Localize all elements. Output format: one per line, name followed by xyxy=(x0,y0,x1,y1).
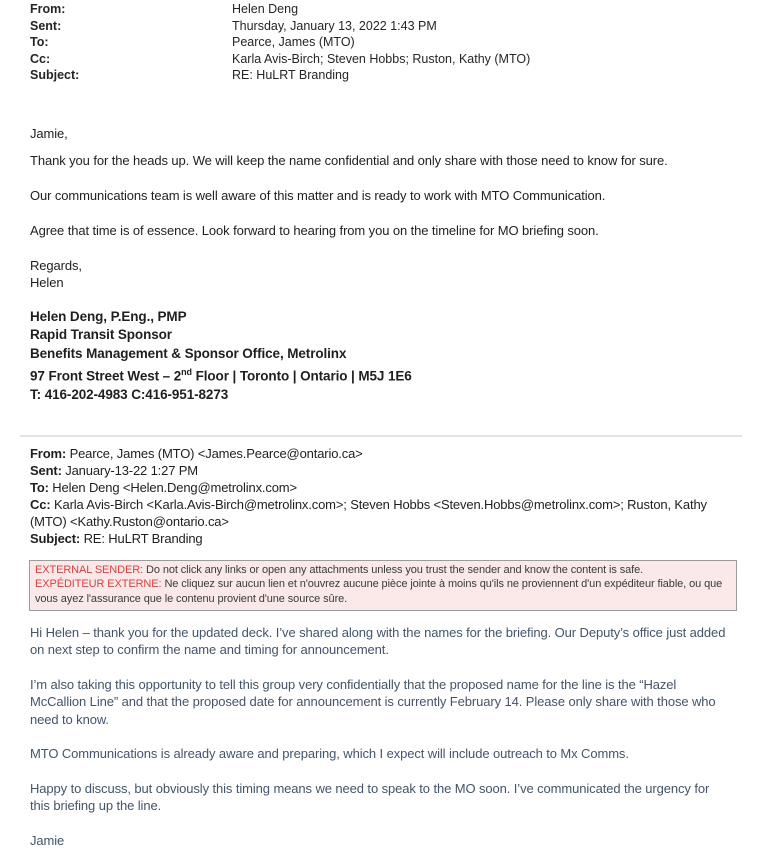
from-value: Pearce, James (MTO) <James.Pearce@ontario.ca> xyxy=(69,445,363,461)
reply-email-body xyxy=(30,125,730,291)
closing-line: Regards, xyxy=(30,257,82,273)
body-paragraph: MTO Communications is already aware and preparing, which I expect will include outreach to Mx Comms. xyxy=(30,746,629,762)
external-sender-warning xyxy=(29,560,737,611)
reply-email-header xyxy=(30,1,730,84)
signature-title: Rapid Transit Sponsor xyxy=(30,327,172,343)
cc-value: Karla Avis-Birch; Steven Hobbs; Ruston, Kathy (MTO) xyxy=(232,51,531,66)
signature-block xyxy=(30,308,730,405)
warning-label-fr: EXPÉDITEUR EXTERNE: xyxy=(35,578,162,591)
header-row-to xyxy=(30,479,730,496)
sent-value: January-13-22 1:27 PM xyxy=(65,462,198,478)
address-pre: 97 Front Street West – 2 xyxy=(30,368,182,384)
signature-department: Benefits Management & Sponsor Office, Metrolinx xyxy=(30,345,347,361)
from-value: Helen Deng xyxy=(232,2,299,16)
header-row-cc xyxy=(30,51,730,68)
original-email-header xyxy=(30,445,730,547)
to-label: To: xyxy=(30,479,49,495)
header-row-subject xyxy=(30,530,730,547)
header-row-sent xyxy=(30,462,730,479)
header-row-subject xyxy=(30,67,730,84)
signature-address xyxy=(30,363,730,386)
body-paragraph: Thank you for the heads up. We will keep the name confidential and only share with those need to know for sure. xyxy=(30,152,668,168)
subject-label: Subject: xyxy=(30,68,80,83)
cc-label: Cc: xyxy=(30,51,51,66)
header-row-from xyxy=(30,1,730,18)
closing-line: Helen xyxy=(30,274,64,290)
original-email-body xyxy=(30,624,730,850)
to-value: Pearce, James (MTO) xyxy=(232,35,355,50)
body-paragraph: Agree that time is of essence. Look forward to hearing from you on the timeline for MO briefing soon. xyxy=(30,222,599,238)
body-paragraph: I’m also taking this opportunity to tell this group very confidentially that the proposed name for the line is the “Hazel McCallion Line” and that the proposed date for announcement is currently February 14. Please only share with those who need to know. xyxy=(30,676,716,727)
header-row-cc xyxy=(30,496,730,530)
address-ordinal-sup: nd xyxy=(181,367,192,378)
body-paragraph: Our communications team is well aware of this matter and is ready to work with MTO Communication. xyxy=(30,187,606,203)
cc-label: Cc: xyxy=(30,496,51,512)
header-row-sent xyxy=(30,18,730,35)
closing xyxy=(30,257,730,291)
sent-label: Sent: xyxy=(30,462,62,478)
signature-phone: T: 416-202-4983 C:416-951-8273 xyxy=(30,387,229,403)
sent-label: Sent: xyxy=(30,18,62,33)
sent-value: Thursday, January 13, 2022 1:43 PM xyxy=(232,18,437,33)
greeting: Jamie, xyxy=(30,125,68,141)
subject-label: Subject: xyxy=(30,530,81,546)
subject-value: RE: HuLRT Branding xyxy=(83,530,203,546)
header-row-to xyxy=(30,34,730,51)
signoff: Jamie xyxy=(30,832,65,848)
from-label: From: xyxy=(30,445,67,461)
subject-value: RE: HuLRT Branding xyxy=(232,68,349,83)
body-paragraph: Hi Helen – thank you for the updated deck. I’ve shared along with the names for the briefing. Our Deputy’s office just added on next step to confirm the name and timing for announcement. xyxy=(30,624,726,658)
signature-name: Helen Deng, P.Eng., PMP xyxy=(30,308,187,324)
cc-value: Karla Avis-Birch <Karla.Avis-Birch@metrolinx.com>; Steven Hobbs <Steven.Hobbs@metrolinx.com>; Ruston, Kathy (MTO) <Kathy.Ruston@ontario.ca> xyxy=(30,496,707,529)
warning-text-en: Do not click any links or open any attachments unless you trust the sender and know the content is safe. xyxy=(146,563,644,576)
header-row-from xyxy=(30,445,730,462)
warning-label-en: EXTERNAL SENDER: xyxy=(35,563,144,576)
from-label: From: xyxy=(30,2,66,16)
to-value: Helen Deng <Helen.Deng@metrolinx.com> xyxy=(52,479,297,495)
to-label: To: xyxy=(30,35,49,50)
body-paragraph: Happy to discuss, but obviously this timing means we need to speak to the MO soon. I’ve communicated the urgency for this briefing up the line. xyxy=(30,780,710,814)
warning-text-fr: Ne cliquez sur aucun lien et n'ouvrez aucune pièce jointe à moins qu'ils ne proviennent d'un expéditeur fiable, ou que vous ayez l'assurance que le contenu provient d'une source sûre. xyxy=(35,578,723,605)
address-post: Floor | Toronto | Ontario | M5J 1E6 xyxy=(195,368,412,384)
message-divider xyxy=(20,435,742,437)
